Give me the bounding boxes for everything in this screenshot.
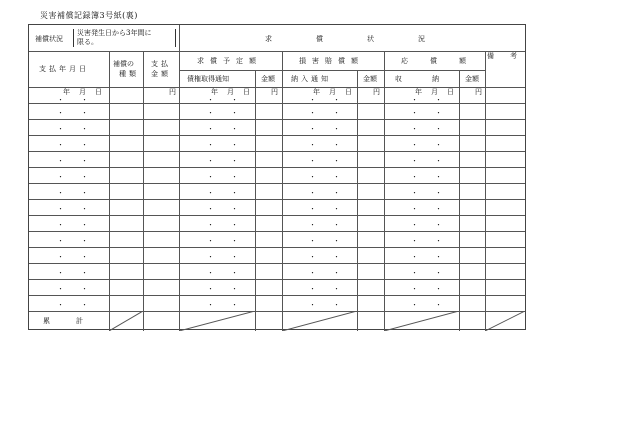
date-separator-dot: ・ [333, 285, 340, 293]
date-separator-dot: ・ [207, 269, 214, 277]
total-label: 累計 [43, 317, 109, 325]
col-line [485, 51, 486, 331]
unit-year: 年 [415, 88, 422, 96]
claim-status-heading: 求償状況 [265, 35, 469, 43]
date-separator-dot: ・ [231, 301, 238, 309]
date-separator-dot: ・ [435, 157, 442, 165]
date-separator-dot: ・ [333, 141, 340, 149]
date-separator-dot: ・ [57, 125, 64, 133]
date-separator-dot: ・ [435, 109, 442, 117]
unit-year: 年 [63, 88, 70, 96]
date-separator-dot: ・ [411, 237, 418, 245]
unit-year: 年 [313, 88, 320, 96]
col-line [282, 51, 283, 331]
unit-yen: 円 [475, 88, 482, 96]
note-line-1: 災害発生日から3年間に [77, 29, 152, 37]
amount-header-2: 金額 [363, 75, 377, 83]
date-separator-dot: ・ [207, 125, 214, 133]
row-line [29, 215, 525, 216]
col-line [357, 70, 358, 331]
date-separator-dot: ・ [231, 189, 238, 197]
date-separator-dot: ・ [57, 301, 64, 309]
date-separator-dot: ・ [333, 205, 340, 213]
pay-amount-header-1: 支払 [151, 60, 171, 68]
date-separator-dot: ・ [81, 205, 88, 213]
date-separator-dot: ・ [435, 269, 442, 277]
col-line [255, 70, 256, 331]
date-separator-dot: ・ [309, 157, 316, 165]
total-slash [179, 311, 255, 331]
row-line [29, 151, 525, 152]
amount-header-3: 金額 [465, 75, 479, 83]
note-line-2: 限る。 [77, 38, 98, 46]
response-header: 応償額 [401, 57, 488, 65]
pay-amount-header-2: 金額 [151, 70, 171, 78]
date-separator-dot: ・ [435, 141, 442, 149]
date-separator-dot: ・ [231, 221, 238, 229]
amount-header-1: 金額 [261, 75, 275, 83]
unit-day: 日 [447, 88, 454, 96]
form-title: 災害補償記録簿3号紙(裏) [40, 11, 138, 20]
date-separator-dot: ・ [411, 173, 418, 181]
date-separator-dot: ・ [207, 205, 214, 213]
total-slash [485, 311, 525, 331]
unit-year: 年 [211, 88, 218, 96]
damage-header: 損害賠償額 [299, 57, 364, 65]
unit-yen: 円 [169, 88, 176, 96]
date-separator-dot: ・ [435, 221, 442, 229]
date-separator-dot: ・ [309, 269, 316, 277]
payment-date-header: 支払年月日 [39, 65, 89, 73]
date-separator-dot: ・ [435, 96, 442, 104]
date-separator-dot: ・ [231, 96, 238, 104]
date-separator-dot: ・ [57, 157, 64, 165]
comp-type-header-2: 種類 [119, 70, 139, 78]
row-line [29, 103, 525, 104]
row-line [29, 279, 525, 280]
date-separator-dot: ・ [435, 189, 442, 197]
row-line [29, 51, 525, 52]
unit-day: 日 [95, 88, 102, 96]
date-separator-dot: ・ [207, 189, 214, 197]
row-line [179, 70, 485, 71]
col-line [384, 51, 385, 331]
date-separator-dot: ・ [81, 221, 88, 229]
row-line [29, 167, 525, 168]
date-separator-dot: ・ [309, 109, 316, 117]
date-separator-dot: ・ [231, 285, 238, 293]
unit-day: 日 [345, 88, 352, 96]
date-separator-dot: ・ [309, 205, 316, 213]
date-separator-dot: ・ [435, 237, 442, 245]
col-line [109, 51, 110, 331]
date-separator-dot: ・ [411, 205, 418, 213]
date-separator-dot: ・ [57, 221, 64, 229]
date-separator-dot: ・ [207, 253, 214, 261]
date-separator-dot: ・ [411, 189, 418, 197]
notice-header: 債権取得通知 [187, 75, 229, 83]
date-separator-dot: ・ [411, 157, 418, 165]
date-separator-dot: ・ [57, 189, 64, 197]
date-separator-dot: ・ [207, 221, 214, 229]
date-separator-dot: ・ [333, 96, 340, 104]
unit-yen: 円 [373, 88, 380, 96]
date-separator-dot: ・ [333, 125, 340, 133]
date-separator-dot: ・ [81, 285, 88, 293]
planned-claim-header: 求償予定額 [197, 57, 262, 65]
row-line [29, 295, 525, 296]
receipt-header: 収納 [395, 75, 469, 83]
date-separator-dot: ・ [57, 173, 64, 181]
date-separator-dot: ・ [231, 109, 238, 117]
date-separator-dot: ・ [309, 285, 316, 293]
row-line [29, 231, 525, 232]
date-separator-dot: ・ [207, 96, 214, 104]
date-separator-dot: ・ [411, 285, 418, 293]
unit-month: 月 [431, 88, 438, 96]
date-separator-dot: ・ [309, 221, 316, 229]
status-label: 補償状況 [35, 35, 63, 43]
date-separator-dot: ・ [231, 141, 238, 149]
date-separator-dot: ・ [435, 173, 442, 181]
unit-month: 月 [79, 88, 86, 96]
row-line [29, 199, 525, 200]
note-bracket-right [173, 29, 176, 47]
date-separator-dot: ・ [81, 157, 88, 165]
date-separator-dot: ・ [81, 173, 88, 181]
date-separator-dot: ・ [57, 141, 64, 149]
date-separator-dot: ・ [207, 173, 214, 181]
date-separator-dot: ・ [333, 301, 340, 309]
unit-month: 月 [227, 88, 234, 96]
date-separator-dot: ・ [231, 205, 238, 213]
date-separator-dot: ・ [207, 237, 214, 245]
row-line [29, 135, 525, 136]
date-separator-dot: ・ [57, 96, 64, 104]
date-separator-dot: ・ [207, 109, 214, 117]
date-separator-dot: ・ [309, 189, 316, 197]
date-separator-dot: ・ [333, 269, 340, 277]
date-separator-dot: ・ [207, 301, 214, 309]
date-separator-dot: ・ [57, 269, 64, 277]
total-slash [109, 311, 143, 331]
row-line [29, 119, 525, 120]
date-separator-dot: ・ [81, 237, 88, 245]
col-line [179, 25, 180, 331]
date-separator-dot: ・ [309, 253, 316, 261]
date-separator-dot: ・ [231, 269, 238, 277]
total-slash [384, 311, 459, 331]
date-separator-dot: ・ [435, 301, 442, 309]
date-separator-dot: ・ [81, 141, 88, 149]
row-line [29, 263, 525, 264]
date-separator-dot: ・ [411, 221, 418, 229]
date-separator-dot: ・ [333, 253, 340, 261]
col-line [143, 51, 144, 331]
row-line [29, 247, 525, 248]
date-separator-dot: ・ [231, 125, 238, 133]
date-separator-dot: ・ [207, 157, 214, 165]
date-separator-dot: ・ [231, 173, 238, 181]
remarks-header: 備考 [487, 52, 533, 60]
date-separator-dot: ・ [81, 189, 88, 197]
date-separator-dot: ・ [231, 253, 238, 261]
date-separator-dot: ・ [309, 141, 316, 149]
date-separator-dot: ・ [81, 109, 88, 117]
date-separator-dot: ・ [435, 125, 442, 133]
date-separator-dot: ・ [57, 237, 64, 245]
date-separator-dot: ・ [411, 125, 418, 133]
unit-day: 日 [243, 88, 250, 96]
date-separator-dot: ・ [333, 109, 340, 117]
date-separator-dot: ・ [333, 237, 340, 245]
date-separator-dot: ・ [435, 285, 442, 293]
date-separator-dot: ・ [309, 125, 316, 133]
date-separator-dot: ・ [333, 189, 340, 197]
date-separator-dot: ・ [411, 269, 418, 277]
date-separator-dot: ・ [57, 109, 64, 117]
unit-yen: 円 [271, 88, 278, 96]
date-separator-dot: ・ [207, 141, 214, 149]
date-separator-dot: ・ [81, 269, 88, 277]
unit-month: 月 [329, 88, 336, 96]
date-separator-dot: ・ [435, 253, 442, 261]
date-separator-dot: ・ [435, 205, 442, 213]
compensation-ledger-table [28, 24, 533, 330]
comp-type-header-1: 補償の [113, 60, 134, 68]
date-separator-dot: ・ [411, 109, 418, 117]
date-separator-dot: ・ [81, 96, 88, 104]
total-slash [282, 311, 357, 331]
date-separator-dot: ・ [57, 285, 64, 293]
date-separator-dot: ・ [411, 96, 418, 104]
payment-notice-header: 納入通知 [291, 75, 331, 83]
date-separator-dot: ・ [231, 157, 238, 165]
date-separator-dot: ・ [333, 157, 340, 165]
date-separator-dot: ・ [411, 253, 418, 261]
date-separator-dot: ・ [411, 141, 418, 149]
date-separator-dot: ・ [81, 301, 88, 309]
col-line [459, 70, 460, 331]
date-separator-dot: ・ [309, 301, 316, 309]
date-separator-dot: ・ [309, 173, 316, 181]
date-separator-dot: ・ [309, 96, 316, 104]
date-separator-dot: ・ [57, 205, 64, 213]
date-separator-dot: ・ [81, 125, 88, 133]
date-separator-dot: ・ [207, 285, 214, 293]
date-separator-dot: ・ [411, 301, 418, 309]
date-separator-dot: ・ [57, 253, 64, 261]
date-separator-dot: ・ [333, 173, 340, 181]
date-separator-dot: ・ [231, 237, 238, 245]
date-separator-dot: ・ [333, 221, 340, 229]
date-separator-dot: ・ [309, 237, 316, 245]
date-separator-dot: ・ [81, 253, 88, 261]
row-line [29, 183, 525, 184]
